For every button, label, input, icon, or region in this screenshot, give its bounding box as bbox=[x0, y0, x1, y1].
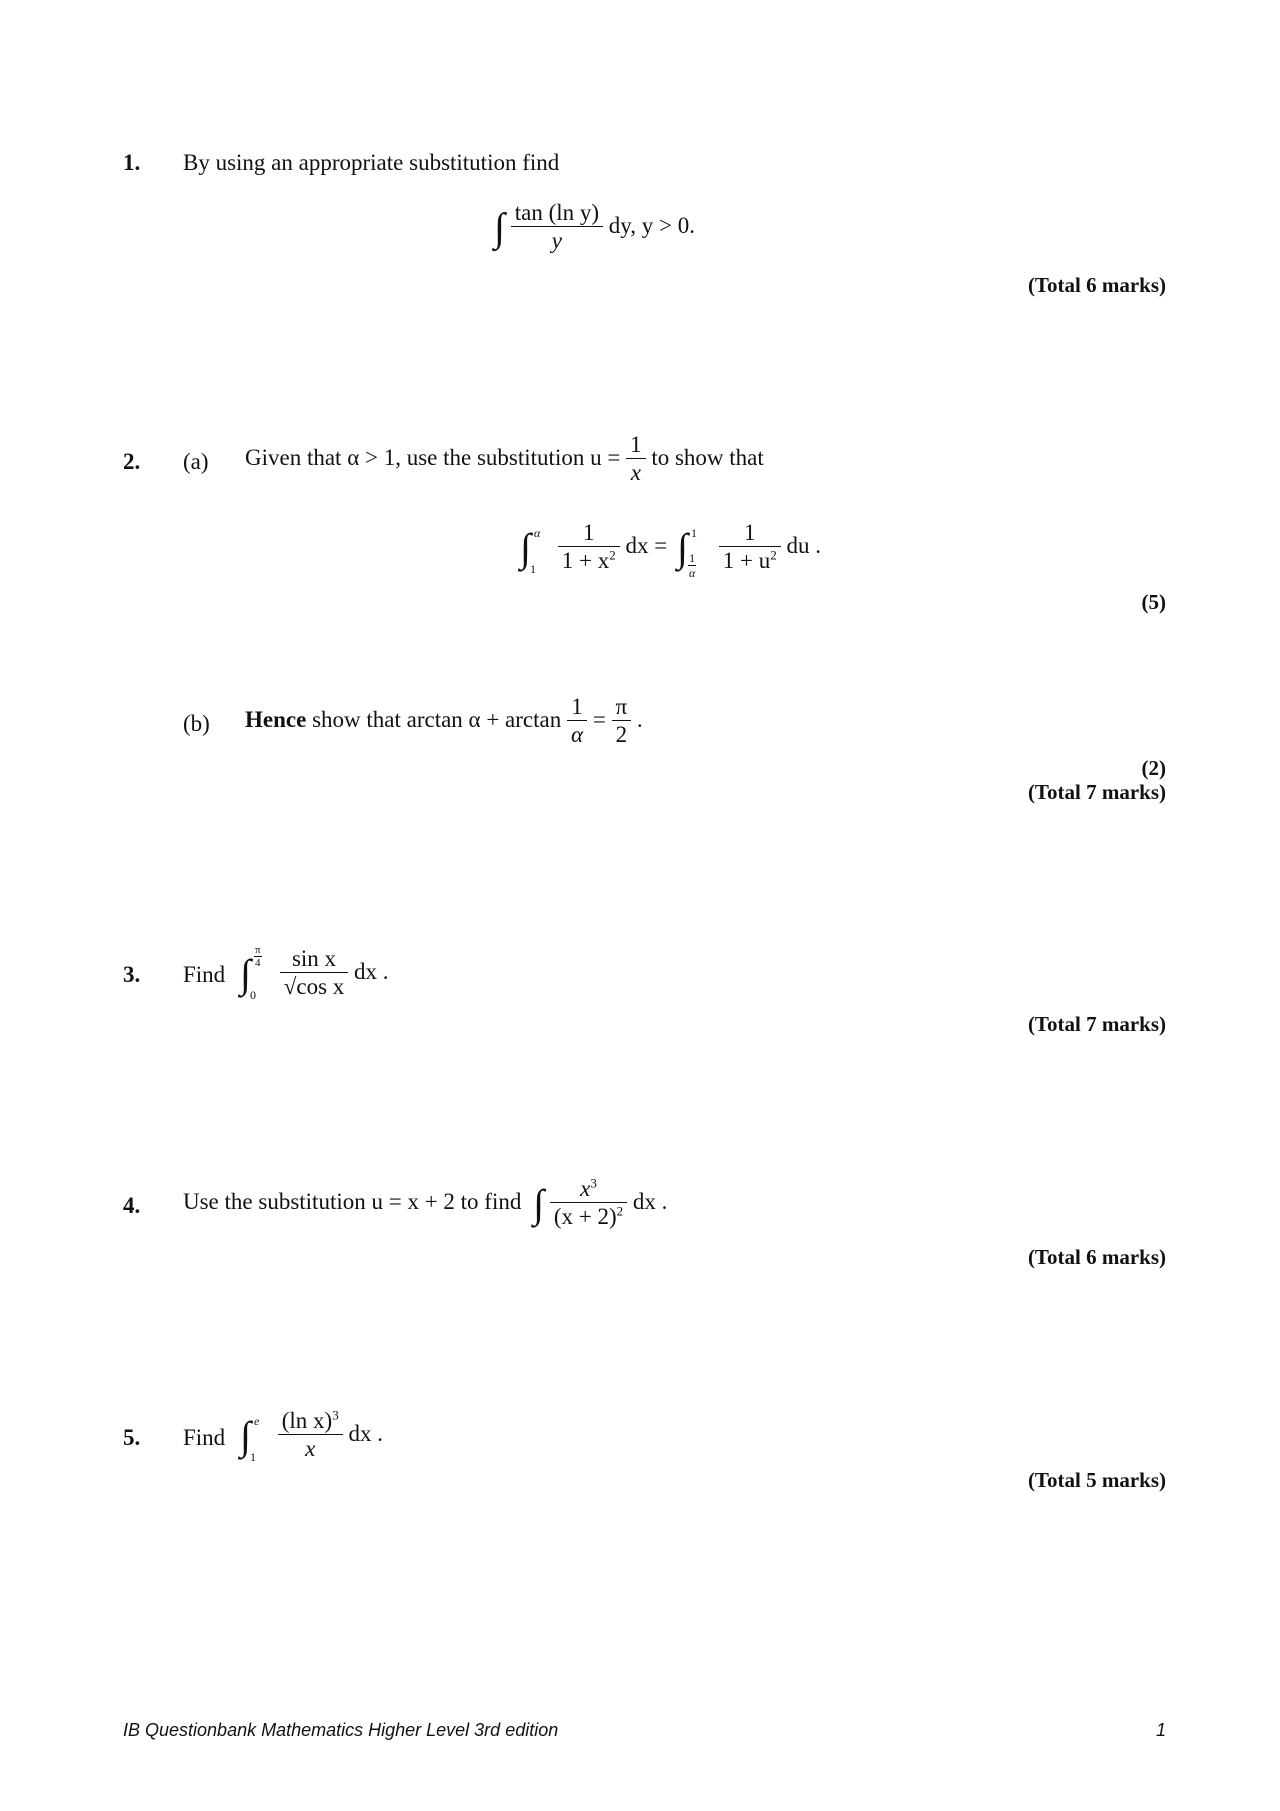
question-3-integral bbox=[240, 943, 389, 1016]
upper-limit bbox=[254, 944, 262, 971]
integral-sign: ∫ bbox=[533, 1180, 545, 1226]
fraction bbox=[280, 946, 349, 1001]
question-1-number: 1. bbox=[123, 150, 141, 175]
question-2b-label: (b) bbox=[183, 711, 210, 736]
footer-title: IB Questionbank Mathematics Higher Level 3rd edition bbox=[123, 1720, 559, 1740]
denominator bbox=[558, 547, 620, 575]
text-after: to show that bbox=[651, 444, 764, 470]
denominator: x bbox=[630, 460, 641, 486]
denominator-base: 1 + x bbox=[561, 548, 610, 574]
question-5-total-marks: (Total 5 marks) bbox=[1027, 1468, 1166, 1492]
statement: Use the substitution u = x + 2 to find bbox=[183, 1188, 522, 1214]
question-2a-marks: (5) bbox=[1141, 590, 1166, 614]
question-3-number: 3. bbox=[123, 962, 141, 987]
denominator: α bbox=[570, 722, 584, 748]
text-before: Given that α > 1, use the substitution u = bbox=[245, 444, 621, 470]
question-2a-equation bbox=[520, 520, 821, 590]
denominator: 4 bbox=[255, 957, 261, 970]
numerator bbox=[278, 1408, 343, 1435]
integral-sign: ∫ bbox=[240, 1412, 251, 1458]
upper-limit: α bbox=[534, 525, 541, 540]
differential: dx . bbox=[354, 958, 389, 984]
lower-limit-fraction bbox=[688, 552, 696, 581]
differential: dx . bbox=[632, 1188, 668, 1214]
differential: dx . bbox=[348, 1420, 383, 1446]
integral-sign: ∫ bbox=[520, 524, 531, 570]
question-5-integral bbox=[240, 1408, 383, 1478]
upper-limit-fraction bbox=[254, 944, 262, 971]
numerator: 1 bbox=[558, 520, 620, 547]
question-4-text bbox=[183, 1176, 667, 1231]
fraction-one-over-alpha bbox=[567, 694, 587, 749]
exponent: 2 bbox=[609, 547, 616, 563]
fraction bbox=[511, 200, 603, 255]
exponent: 3 bbox=[332, 1407, 339, 1423]
lower-limit bbox=[688, 552, 696, 581]
numerator-base: x bbox=[580, 1176, 591, 1201]
denominator bbox=[550, 1203, 627, 1231]
denominator: 2 bbox=[615, 722, 628, 748]
numerator: 1 bbox=[689, 550, 696, 565]
question-1-total-marks: (Total 6 marks) bbox=[1027, 273, 1166, 297]
integral bbox=[240, 943, 268, 1002]
numerator-base: (ln x) bbox=[281, 1408, 333, 1433]
question-3-text: Find bbox=[183, 962, 226, 987]
question-2b-text bbox=[245, 694, 643, 749]
question-2-number: 2. bbox=[123, 449, 141, 474]
question-2b-marks: (2) bbox=[1141, 756, 1166, 780]
fraction bbox=[550, 1176, 627, 1231]
denominator-base: (x + 2) bbox=[553, 1204, 617, 1230]
integral bbox=[240, 1412, 266, 1464]
question-2-total-marks: (Total 7 marks) bbox=[1027, 780, 1166, 804]
period: . bbox=[636, 706, 643, 732]
numerator: 1 bbox=[567, 694, 587, 721]
numerator: 1 bbox=[626, 432, 646, 459]
denominator bbox=[719, 547, 781, 575]
rhs-fraction bbox=[719, 520, 781, 575]
denominator: √cos x bbox=[283, 974, 345, 1000]
integral-sign: ∫ bbox=[676, 524, 688, 570]
statement: show that arctan α + arctan bbox=[312, 706, 562, 732]
question-5-text: Find bbox=[183, 1425, 226, 1450]
upper-limit: 1 bbox=[690, 525, 697, 540]
question-4-number: 4. bbox=[123, 1193, 141, 1218]
rhs-differential: du . bbox=[786, 532, 821, 558]
question-5-number: 5. bbox=[123, 1425, 141, 1450]
denominator: α bbox=[688, 566, 696, 581]
question-2a-text bbox=[245, 432, 764, 487]
lhs-integral bbox=[520, 524, 546, 576]
fraction bbox=[626, 432, 646, 487]
lower-limit: 0 bbox=[250, 987, 256, 1002]
numerator: π bbox=[255, 943, 261, 956]
numerator bbox=[550, 1176, 627, 1203]
question-2a-label: (a) bbox=[183, 449, 209, 474]
numerator: π bbox=[612, 694, 632, 721]
exponent: 2 bbox=[770, 547, 777, 563]
exponent: 3 bbox=[590, 1175, 597, 1191]
rhs-integral bbox=[676, 524, 707, 581]
integral-sign: ∫ bbox=[240, 950, 251, 996]
fraction-pi-over-two bbox=[612, 694, 632, 749]
denominator-base: 1 + u bbox=[722, 548, 771, 574]
question-1-text: By using an appropriate substitution find bbox=[183, 150, 560, 175]
question-1-integral bbox=[494, 200, 695, 255]
question-4-total-marks: (Total 6 marks) bbox=[1027, 1245, 1166, 1269]
integral-sign: ∫ bbox=[494, 204, 505, 250]
denominator: y bbox=[551, 228, 562, 254]
numerator: 1 bbox=[719, 520, 781, 547]
lower-limit: 1 bbox=[530, 561, 536, 576]
fraction bbox=[278, 1408, 343, 1463]
equals-sign: = bbox=[592, 706, 606, 732]
hence-keyword: Hence bbox=[245, 706, 307, 732]
differential: dy, y > 0. bbox=[608, 212, 696, 238]
exponent: 2 bbox=[616, 1203, 624, 1219]
lower-limit: 1 bbox=[250, 1449, 256, 1464]
page-number: 1 bbox=[1155, 1720, 1166, 1740]
lhs-fraction bbox=[558, 520, 620, 575]
numerator: sin x bbox=[280, 946, 349, 973]
lhs-differential: dx = bbox=[625, 532, 668, 558]
upper-limit: e bbox=[254, 1413, 260, 1428]
question-3-total-marks: (Total 7 marks) bbox=[1027, 1012, 1166, 1036]
numerator: tan (ln y) bbox=[511, 200, 603, 227]
denominator: x bbox=[305, 1436, 316, 1462]
